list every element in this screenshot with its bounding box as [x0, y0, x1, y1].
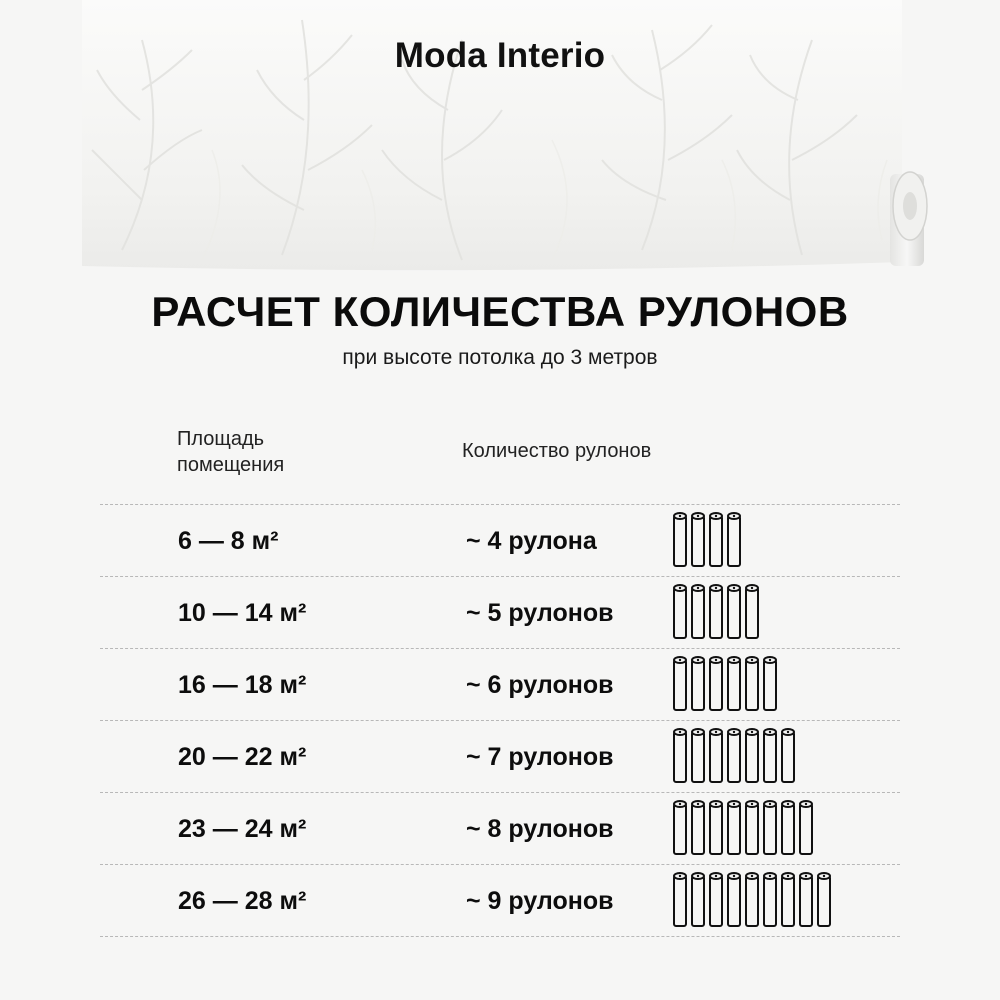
row-quantity: ~ 8 рулонов: [466, 815, 614, 843]
roll-icon: [710, 585, 722, 638]
brand-logo-text: Moda Interio: [394, 36, 606, 75]
row-area: 16 — 18 м²: [178, 671, 307, 699]
row-quantity: ~ 4 рулона: [466, 527, 597, 555]
roll-icon: [674, 801, 686, 854]
row-quantity: ~ 7 рулонов: [466, 743, 614, 771]
row-quantity: ~ 5 рулонов: [466, 599, 614, 627]
rolls-icon-group: [672, 578, 872, 648]
column-header-count: Количество рулонов: [462, 440, 652, 462]
roll-icon: [764, 729, 776, 782]
roll-icon: [692, 513, 704, 566]
row-area: 6 — 8 м²: [178, 527, 279, 555]
row-area: 23 — 24 м²: [178, 815, 307, 843]
table-row: [100, 866, 900, 936]
table-row: [100, 578, 900, 648]
roll-icon: [728, 729, 740, 782]
roll-icon: [782, 873, 794, 926]
roll-icon: [710, 801, 722, 854]
roll-icon: [746, 801, 758, 854]
page-title: РАСЧЕТ КОЛИЧЕСТВА РУЛОНОВ: [151, 288, 849, 335]
roll-icon: [710, 513, 722, 566]
page-subtitle: при высоте потолка до 3 метров: [342, 346, 658, 369]
table-row: [100, 722, 900, 792]
roll-icon: [764, 873, 776, 926]
row-quantity: ~ 6 рулонов: [466, 671, 614, 699]
row-divider: [100, 936, 900, 937]
roll-icon: [710, 657, 722, 710]
roll-icon: [710, 729, 722, 782]
roll-icon: [728, 657, 740, 710]
roll-icon: [764, 801, 776, 854]
row-divider: [100, 864, 900, 865]
roll-icon: [746, 585, 758, 638]
roll-icon: [692, 729, 704, 782]
row-divider: [100, 576, 900, 577]
roll-icon: [728, 801, 740, 854]
table-row: [100, 650, 900, 720]
row-area: 20 — 22 м²: [178, 743, 307, 771]
row-divider: [100, 504, 900, 505]
rolls-icon-group: [672, 722, 872, 792]
roll-icon: [674, 513, 686, 566]
roll-icon: [692, 585, 704, 638]
roll-icon: [818, 873, 830, 926]
row-divider: [100, 792, 900, 793]
rolls-icon-group: [672, 794, 872, 864]
roll-icon: [746, 873, 758, 926]
row-area: 10 — 14 м²: [178, 599, 307, 627]
row-divider: [100, 648, 900, 649]
row-divider: [100, 720, 900, 721]
row-area: 26 — 28 м²: [178, 887, 307, 915]
column-header-area-line2: помещения: [177, 454, 285, 476]
row-quantity: ~ 9 рулонов: [466, 887, 614, 915]
roll-icon: [782, 729, 794, 782]
table-row: [100, 794, 900, 864]
rolls-icon-group: [672, 506, 872, 576]
roll-icon: [764, 657, 776, 710]
column-header-area-line1: Площадь: [177, 428, 265, 450]
roll-icon: [674, 729, 686, 782]
roll-icon: [692, 801, 704, 854]
rolls-icon-group: [672, 650, 872, 720]
roll-icon: [674, 873, 686, 926]
roll-icon: [800, 801, 812, 854]
roll-icon: [728, 513, 740, 566]
roll-icon: [728, 585, 740, 638]
roll-icon: [782, 801, 794, 854]
roll-icon: [692, 657, 704, 710]
roll-icon: [710, 873, 722, 926]
roll-icon: [746, 729, 758, 782]
roll-icon: [674, 585, 686, 638]
roll-icon: [800, 873, 812, 926]
roll-icon: [746, 657, 758, 710]
roll-icon: [692, 873, 704, 926]
roll-icon: [674, 657, 686, 710]
column-header-area: [177, 426, 377, 478]
table-row: [100, 506, 900, 576]
rolls-icon-group: [672, 866, 872, 936]
roll-icon: [728, 873, 740, 926]
